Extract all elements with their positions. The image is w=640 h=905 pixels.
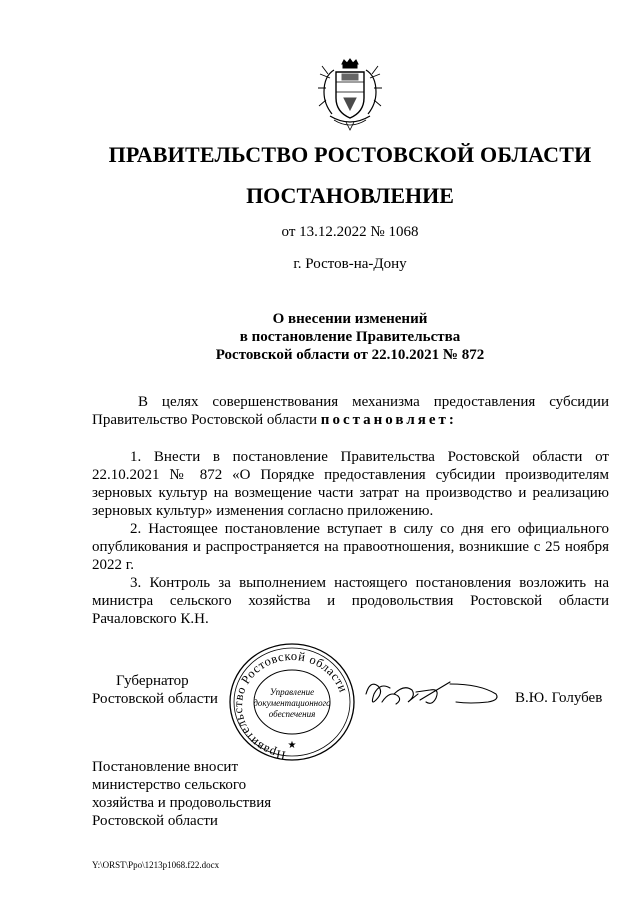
file-path-footer: Y:\ORST\Ppo\1213p1068.f22.docx: [92, 860, 220, 870]
document-type: ПОСТАНОВЛЕНИЕ: [246, 183, 454, 208]
document-date-number: от 13.12.2022 № 1068: [281, 224, 419, 240]
seal-star-icon: ★: [287, 740, 297, 751]
subject-line: О внесении изменений: [272, 311, 428, 327]
decree-item: 2. Настоящее постановление вступает в силу со дня его официального опубликования и распространяется на правоотношения, возникшие с 25 ноября 2022 г.: [92, 521, 609, 573]
introducing-authority: [92, 758, 271, 830]
seal-center-text: Управление: [269, 687, 315, 697]
decree-items: [92, 448, 609, 628]
handwritten-signature: [360, 672, 510, 716]
government-title: ПРАВИТЕЛЬСТВО РОСТОВСКОЙ ОБЛАСТИ: [108, 142, 592, 167]
document-subject: [0, 310, 640, 364]
introducer-line: хозяйства и продовольствия: [92, 795, 272, 811]
signatory-name: В.Ю. Голубев: [515, 690, 603, 706]
seal-ring-text: Правительство Ростовской области: [230, 648, 351, 763]
decree-item: 1. Внести в постановление Правительства Ростовской области от 22.10.2021 № 872 «О Порядке предоставления субсидии производителям зерновых культур на возмещение части затрат на производство и реализацию зерновых культур» изменения согласно приложению.: [92, 449, 609, 519]
seal-center-text: документационного: [253, 698, 331, 708]
subject-line: Ростовской области от 22.10.2021 № 872: [215, 347, 485, 363]
preamble: [92, 393, 609, 429]
signatory-region: Ростовской области: [92, 691, 218, 707]
preamble-text: В целях совершенствования механизма предоставления субсидии Правительство Ростовской области: [92, 394, 609, 428]
introducer-line: Ростовской области: [92, 813, 218, 829]
seal-center-text: обеспечения: [268, 709, 316, 719]
coat-of-arms-icon: [316, 58, 384, 132]
decree-item: 3. Контроль за выполнением настоящего постановления возложить на министра сельского хозяйства и продовольствия Ростовской области Рачаловского К.Н.: [92, 575, 609, 627]
signatory-title: Губернатор: [116, 673, 189, 689]
introducer-line: Постановление вносит: [92, 759, 239, 775]
decree-word: постановляет:: [320, 412, 457, 428]
document-city: г. Ростов-на-Дону: [293, 256, 407, 272]
official-seal: [226, 640, 358, 764]
signatory-position: [92, 672, 218, 708]
preamble-paragraph: [92, 393, 609, 429]
subject-line: в постановление Правительства: [239, 329, 461, 345]
introducer-line: министерство сельского: [92, 777, 247, 793]
